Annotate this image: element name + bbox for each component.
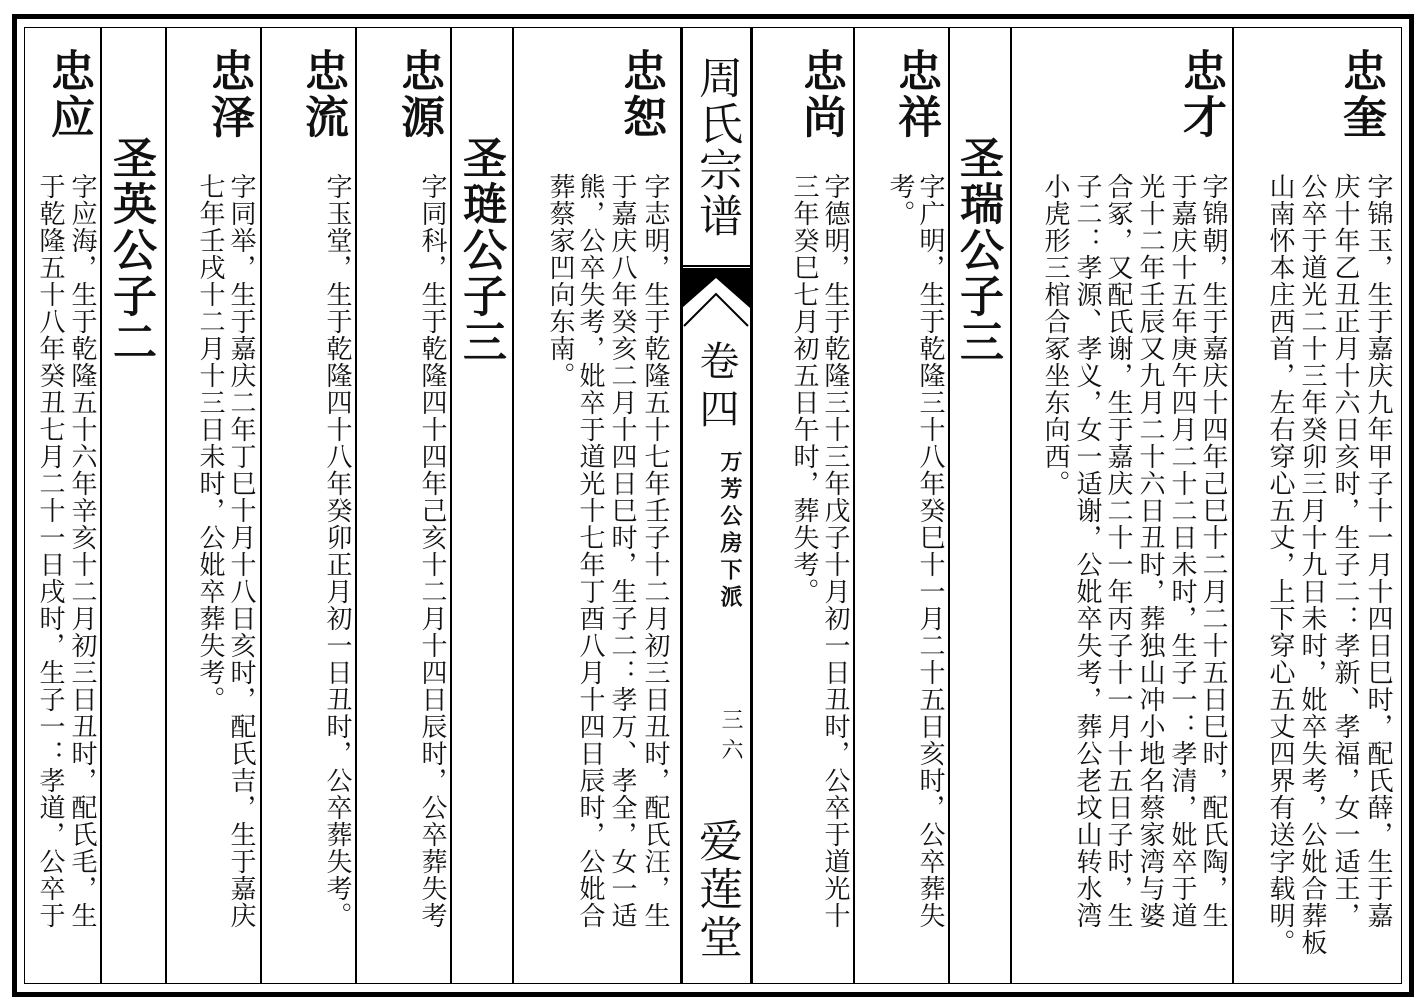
entry-text-line: 小虎形三棺合冢坐东向西。 [1040,173,1070,497]
entry-text-line: 字锦朝，生于嘉庆十四年己巳十二月二十五日巳时，配氏陶，生 [1198,173,1228,929]
entry-name: 忠流 [297,48,348,140]
entry-name: 忠泽 [203,48,254,140]
generation-heading: 圣瑞公子三 [952,135,1003,365]
entry-text-line: 庆十年乙丑正月十六日亥时，生子二：孝新、孝福，女一适王， [1330,173,1360,929]
column-rule [512,27,514,984]
entry-name: 忠奎 [1335,48,1386,140]
generation-heading: 圣琏公子三 [455,135,506,365]
fish-tail-ornament-icon [682,268,750,334]
entry-text-line: 合冢，又配氏谢，生于嘉庆二十一年丙子十一月十五日子时，生 [1103,173,1133,929]
entry-text-line: 于乾隆五十八年癸丑七月二十一日戌时，生子一：孝道，公卒于 [35,173,65,929]
column-rule [1010,27,1012,984]
spine-rule-right [750,27,753,984]
entry-text-line: 山南怀本庄西首，左右穿心五丈，上下穿心五丈四界有送字载明。 [1265,173,1295,956]
entry-text-line: 字志明，生于乾隆五十七年壬子十二月初三日丑时，配氏汪，生 [640,173,670,929]
entry-name: 忠才 [1175,48,1226,140]
column-rule [165,27,167,984]
entry-text-line: 字同科，生于乾隆四十四年己亥十二月十四日辰时，公卒葬失考 [417,173,447,929]
entry-text-line: 字德明，生于乾隆三十三年戊子十月初一日丑时，公卒于道光十 [820,173,850,929]
entry-text-line: 三年癸巳七月初五日午时，葬失考。 [789,173,819,605]
column-rule [1232,27,1234,984]
entry-text-line: 字锦玉，生于嘉庆九年甲子十一月十四日巳时，配氏薛，生于嘉 [1363,173,1393,929]
entry-text-line: 考。 [885,173,915,227]
page-number: 三六 [718,708,743,768]
entry-name: 忠源 [393,48,444,140]
entry-text-line: 公卒于道光二十三年癸卯三月十九日未时，妣卒失考，公妣合葬板 [1297,173,1327,956]
entry-text-line: 葬蔡家凹向东南。 [545,173,575,389]
column-rule [450,27,452,984]
branch-label: 万芳公房下派 [717,450,743,612]
generation-heading: 圣英公子二 [105,135,156,365]
entry-text-line: 七年壬戌十二月十三日未时，公妣卒葬失考。 [195,173,225,713]
column-rule [260,27,262,984]
column-rule [853,27,855,984]
entry-text-line: 光十二年壬辰又九月二十六日丑时，葬独山冲小地名蔡家湾与婆 [1135,173,1165,929]
entry-text-line: 字玉堂，生于乾隆四十八年癸卯正月初一日丑时，公卒葬失考。 [322,173,352,929]
entry-name: 忠尚 [795,48,846,140]
column-rule [355,27,357,984]
entry-text-line: 字同举，生于嘉庆二年丁巳十月十八日亥时，配氏吉，生于嘉庆 [226,173,256,929]
volume-label: 卷四 [693,340,739,436]
hall-name: 爱莲堂 [691,818,742,962]
entry-text-line: 于嘉庆十五年庚午四月二十二日未时，生子一：孝清，妣卒于道 [1167,173,1197,929]
entry-text-line: 于嘉庆八年癸亥二月十四日巳时，生子二：孝万、孝全，女一适 [607,173,637,929]
entry-name: 忠恕 [615,48,666,140]
spine-divider [680,265,752,267]
column-rule [100,27,102,984]
column-rule [948,27,950,984]
spine-rule-left [680,27,683,984]
entry-text-line: 字应海，生于乾隆五十六年辛亥十二月初三日丑时，配氏毛，生 [67,173,97,929]
entry-name: 忠应 [43,48,94,140]
entry-text-line: 子二：孝源、孝义，女一适谢，公妣卒失考，葬公老坟山转水湾 [1072,173,1102,929]
book-title: 周氏宗谱 [691,55,742,239]
entry-name: 忠祥 [890,48,941,140]
entry-text-line: 熊，公卒失考，妣卒于道光十七年丁酉八月十四日辰时，公妣合 [575,173,605,929]
entry-text-line: 字广明，生于乾隆三十八年癸巳十一月二十五日亥时，公卒葬失 [915,173,945,929]
